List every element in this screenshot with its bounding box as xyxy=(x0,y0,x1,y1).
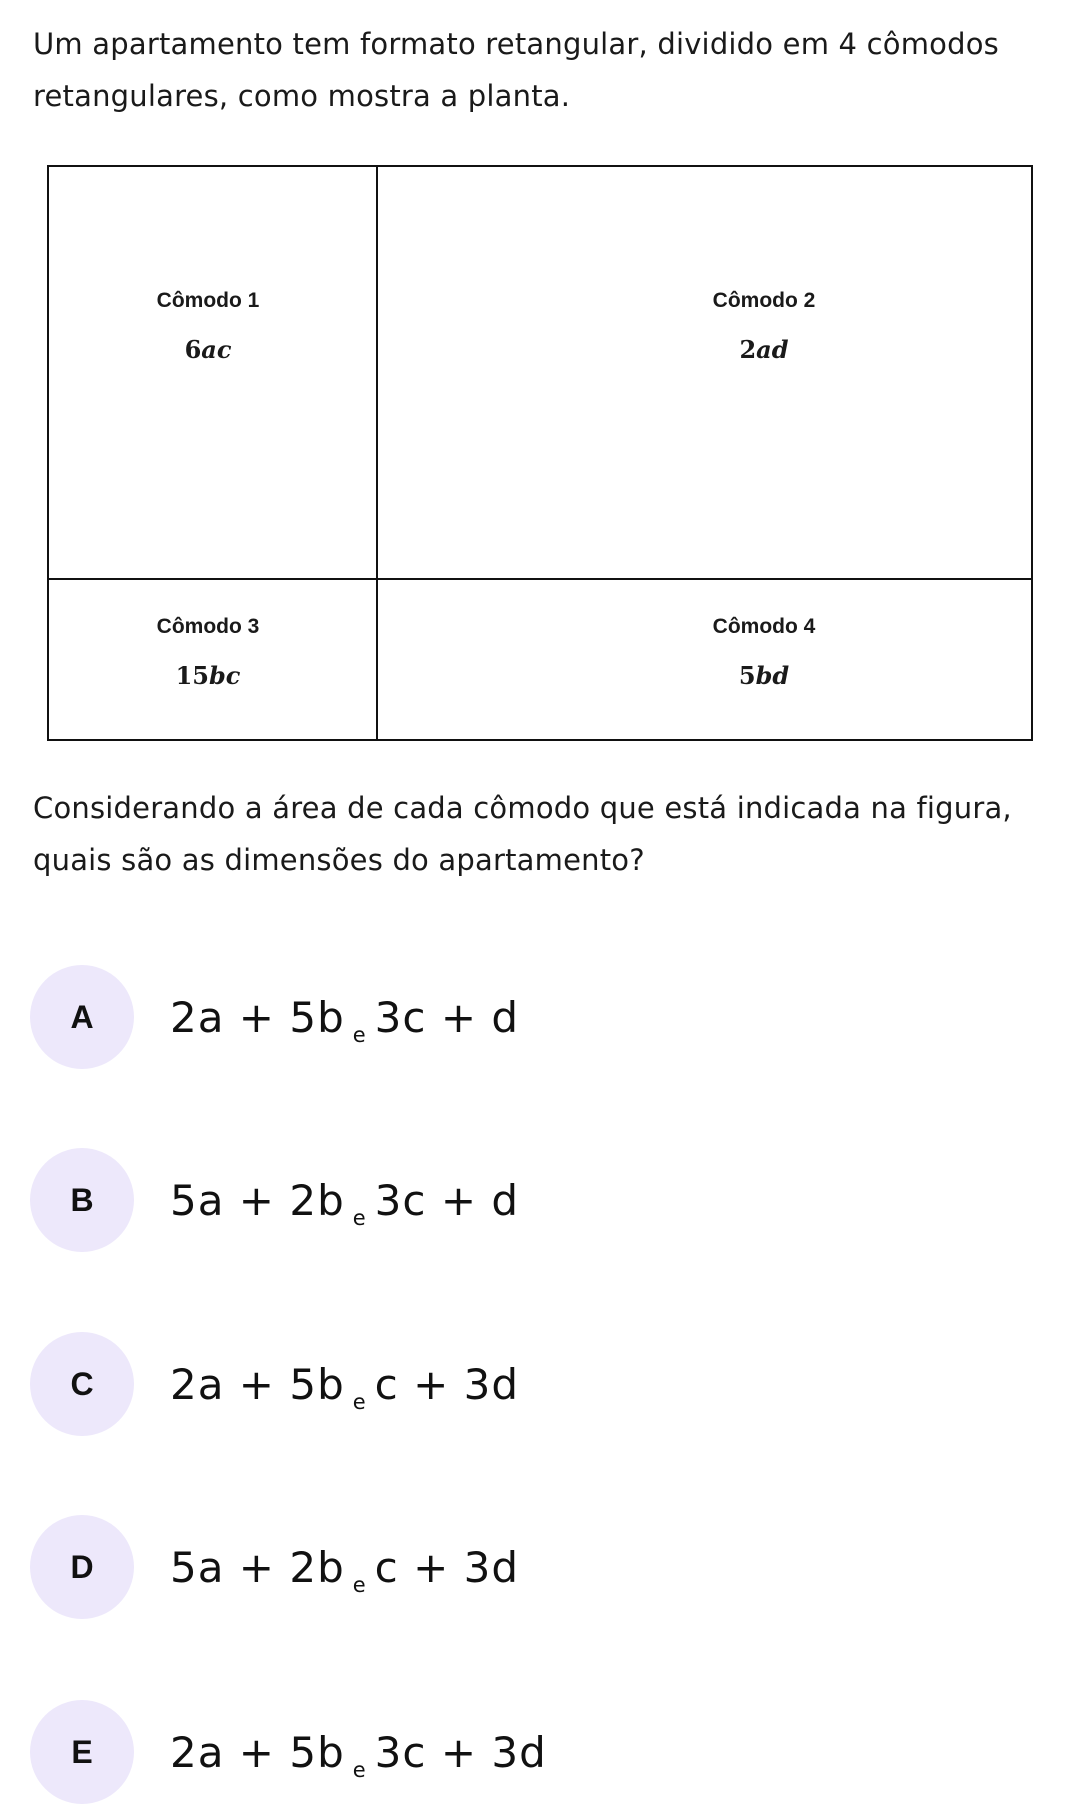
option-d[interactable] xyxy=(30,1515,630,1619)
room-4-name: Cômodo 4 xyxy=(712,615,816,638)
room-2-name: Cômodo 2 xyxy=(712,289,816,312)
option-a[interactable] xyxy=(30,965,630,1069)
option-a-expression: 2a + 5b e 3c + d xyxy=(170,993,520,1047)
room-3 xyxy=(133,613,283,690)
room-3-area: 15bc xyxy=(175,661,241,690)
room-3-name: Cômodo 3 xyxy=(156,615,260,638)
plan-horizontal-wall xyxy=(49,578,1031,580)
option-b-expression: 5a + 2b e 3c + d xyxy=(170,1176,520,1230)
question-text: Considerando a área de cada cômodo que está indicada na figura, quais são as dimensões do apartamento? xyxy=(33,791,1012,877)
room-4-area: 5bd xyxy=(738,661,790,690)
option-c-expression: 2a + 5b e c + 3d xyxy=(170,1360,520,1414)
option-c-badge: C xyxy=(30,1332,134,1436)
option-d-badge: D xyxy=(30,1515,134,1619)
option-c[interactable] xyxy=(30,1332,630,1436)
option-e-badge: E xyxy=(30,1700,134,1804)
intro-text: Um apartamento tem formato retangular, dividido em 4 cômodos retangulares, como mostra a planta. xyxy=(33,27,999,113)
option-a-badge: A xyxy=(30,965,134,1069)
option-e-expression: 2a + 5b e 3c + 3d xyxy=(170,1728,547,1782)
floor-plan xyxy=(47,165,1033,741)
room-2-area: 2ad xyxy=(739,335,789,364)
room-2 xyxy=(689,287,839,364)
plan-vertical-wall xyxy=(376,167,378,739)
option-b[interactable] xyxy=(30,1148,630,1252)
option-d-expression: 5a + 2b e c + 3d xyxy=(170,1543,520,1597)
room-1-name: Cômodo 1 xyxy=(156,289,260,312)
room-1 xyxy=(133,287,283,364)
option-e[interactable] xyxy=(30,1700,630,1804)
room-4 xyxy=(689,613,839,690)
option-b-badge: B xyxy=(30,1148,134,1252)
room-1-area: 6ac xyxy=(184,335,232,364)
